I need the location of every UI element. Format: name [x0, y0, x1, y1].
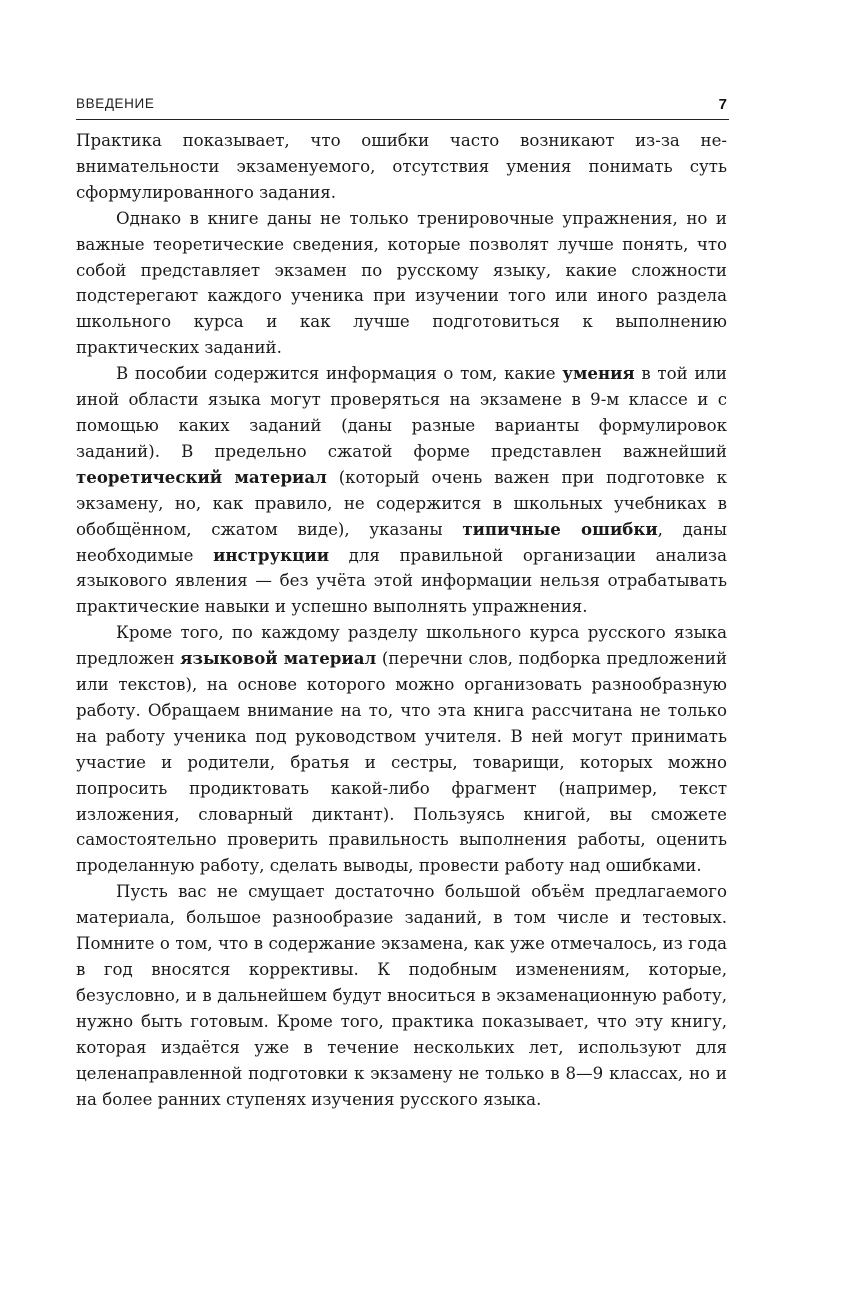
paragraph-text: Кроме того, по каждому разделу школьного курса русского языка предложен — [76, 623, 727, 669]
paragraph-5 — [76, 879, 727, 1112]
paragraph-2 — [76, 206, 727, 361]
paragraph-text: В пособии содержится информация о том, какие — [116, 364, 563, 384]
body-text — [76, 128, 727, 1112]
paragraph-text: (который очень важен при подготовке к экзамену, но, как правило, не содержится в школьных учебниках в обобщённом, сжатом виде), указаны — [76, 467, 727, 539]
header-rule — [76, 119, 729, 120]
paragraph-text: в той или иной области языка могут проверяться на экзамене в 9-м классе и с помощью каких заданий (даны разные варианты формулировок заданий). В предельно сжатой форме представлен важнейший — [76, 364, 727, 461]
paragraph-text: Практика показывает, что ошибки часто возникают из-за невнимательности экзаменуемого, отсутствия умения понимать суть сформулированного задания. — [76, 131, 727, 202]
paragraph-3 — [76, 361, 727, 620]
paragraph-text: Пусть вас не смущает достаточно большой объём предлагаемого материала, большое разнообразие заданий, в том числе и тестовых. Помните о том, что в содержание экзамена, как уже отмечалось, из года в год вносятся коррективы. К подобным изменениям, которые, безусловно, и в дальнейшем будут вноситься в экзаменационную работу, нужно быть готовым. Кроме того, практика показывает, что эту книгу, которая издаётся уже в течение нескольких лет, используют для целенаправленной подготовки к экзамену не только в 8—9 классах, но и на более ранних ступенях изучения русского языка. — [76, 882, 727, 1109]
emphasis-theory: теоретический материал — [76, 466, 327, 487]
page-number: 7 — [718, 96, 727, 113]
paragraph-text: , даны необходимые — [76, 519, 727, 565]
paragraph-1 — [76, 128, 727, 206]
paragraph-text: для правильной организации анализа языкового явления — без учёта этой информации нельзя отрабатывать практические навыки и успешно выполнять упражнения. — [76, 545, 727, 617]
running-head: ВВЕДЕНИЕ — [76, 96, 155, 111]
emphasis-language-material: языковой материал — [180, 648, 377, 669]
paragraph-text: Однако в книге даны не только тренировочные упражнения, но и важные теоретические сведения, которые позволят лучше понять, что собой представляет экзамен по русскому языку, какие сложности подстерегают каждого ученика при изучении того или иного раздела школьного курса и как лучше подготовиться к выполнению практических заданий. — [76, 208, 727, 358]
paragraph-text: (перечни слов, подборка предложений или текстов), на основе которого можно организовать разнообразную работу. Обращаем внимание на то, что эта книга рассчитана не только на работу ученика под руководством учителя. В ней могут принимать участие и родители, братья и сестры, товарищи, которых можно попросить продиктовать какой-либо фрагмент (например, текст изложения, словарный диктант). Пользуясь книгой, вы сможете самостоятельно проверить правильность выполнения работы, оценить проделанную работу, сделать выводы, провести работу над ошибками. — [76, 649, 728, 876]
emphasis-typical-errors: типичные ошибки — [462, 518, 658, 539]
paragraph-4 — [76, 620, 727, 879]
page-header — [76, 96, 729, 118]
emphasis-instructions: инструкции — [213, 544, 330, 565]
emphasis-skills: умения — [562, 363, 635, 384]
